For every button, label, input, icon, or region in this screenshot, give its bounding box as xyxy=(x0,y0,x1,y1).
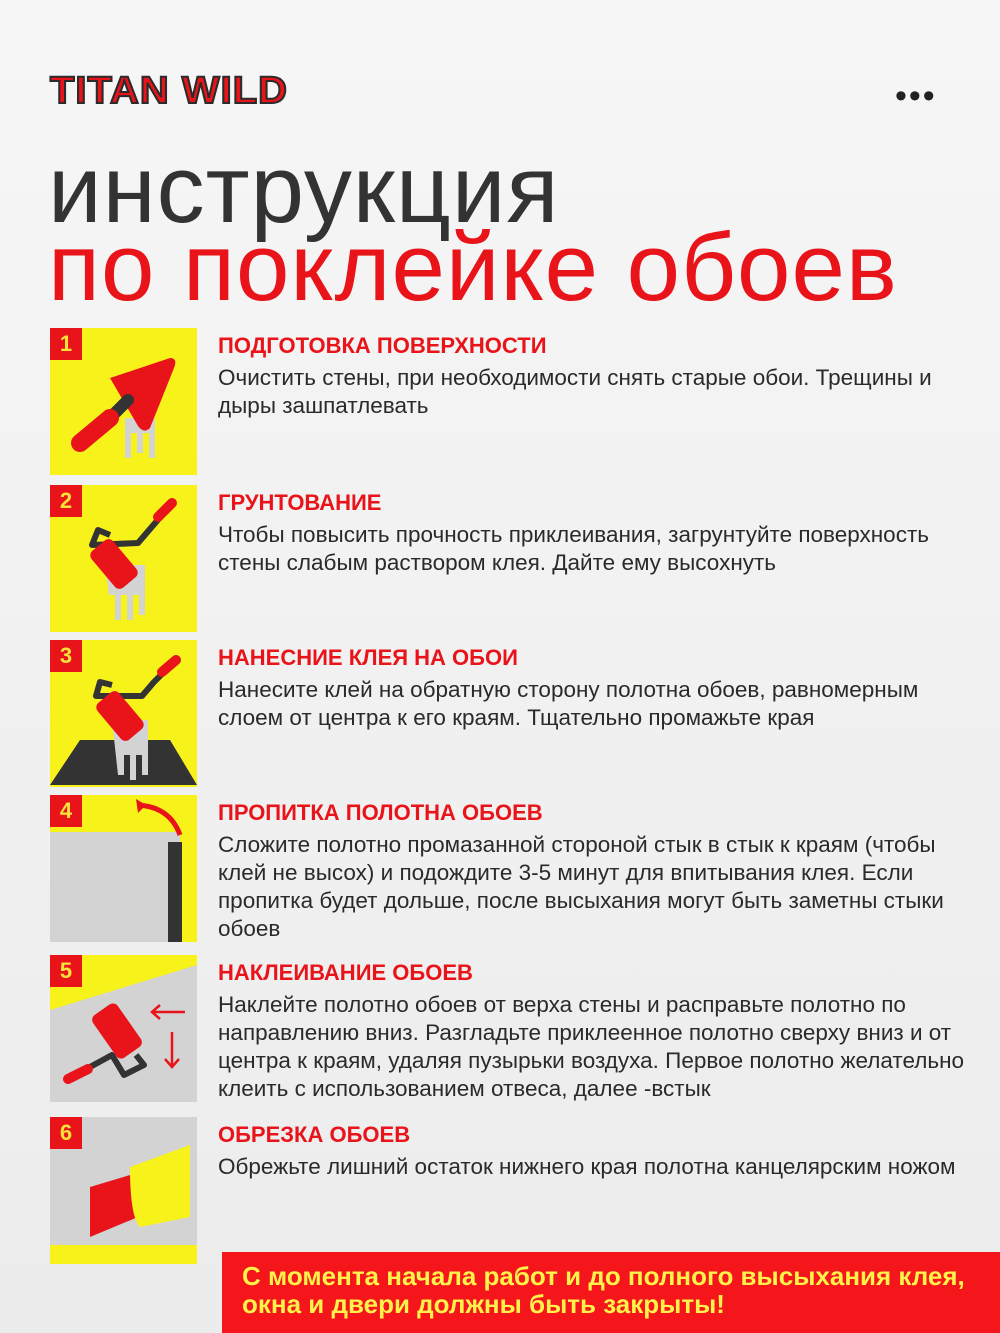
step-number: 4 xyxy=(50,795,82,827)
warning-banner: С момента начала работ и до полного высыхания клея, окна и двери должны быть закрыты! xyxy=(222,1252,1000,1333)
step-body: Сложите полотно промазанной стороной стык в стык к краям (чтобы клей не высох) и подождите 3-5 минут для впитывания клея. Если пропитка будет дольше, после высыхания могут быть заметны стыки обоев xyxy=(218,832,944,941)
step-body: Нанесите клей на обратную сторону полотна обоев, равномерным слоем от центра к его краям. Тщательно промажьте края xyxy=(218,677,919,730)
step-number: 6 xyxy=(50,1117,82,1149)
step-body: Обрежьте лишний остаток нижнего края полотна канцелярским ножом xyxy=(218,1154,956,1179)
step-heading: ПРОПИТКА ПОЛОТНА ОБОЕВ xyxy=(218,800,543,825)
step-number: 3 xyxy=(50,640,82,672)
title-line-2: по поклейке обоев xyxy=(48,214,898,321)
step-body: Наклейте полотно обоев от верха стены и расправьте полотно по направлению вниз. Разгладьте приклеенное полотно сверху вниз и от центра к краям, удаляя пузырьки воздуха. Первое полотно желательно клеить с использованием отвеса, далее -встык xyxy=(218,992,965,1101)
more-dots-icon[interactable]: ••• xyxy=(895,77,937,115)
step-heading: ГРУНТОВАНИЕ xyxy=(218,490,382,515)
step-body: Чтобы повысить прочность приклеивания, загрунтуйте поверхность стены слабым раствором клея. Дайте ему высохнуть xyxy=(218,522,929,575)
step-number: 2 xyxy=(50,485,82,517)
step-heading: ОБРЕЗКА ОБОЕВ xyxy=(218,1122,411,1147)
step-body: Очистить стены, при необходимости снять старые обои. Трещины и дыры зашпатлевать xyxy=(218,365,932,418)
brand-logo: TITAN WILD xyxy=(50,70,289,112)
title-line-1: инструкция xyxy=(48,136,560,243)
step-heading: НАНЕСНИЕ КЛЕЯ НА ОБОИ xyxy=(218,645,518,670)
step-number: 1 xyxy=(50,328,82,360)
step-number: 5 xyxy=(50,955,82,987)
step-heading: НАКЛЕИВАНИЕ ОБОЕВ xyxy=(218,960,473,985)
step-heading: ПОДГОТОВКА ПОВЕРХНОСТИ xyxy=(218,333,547,358)
